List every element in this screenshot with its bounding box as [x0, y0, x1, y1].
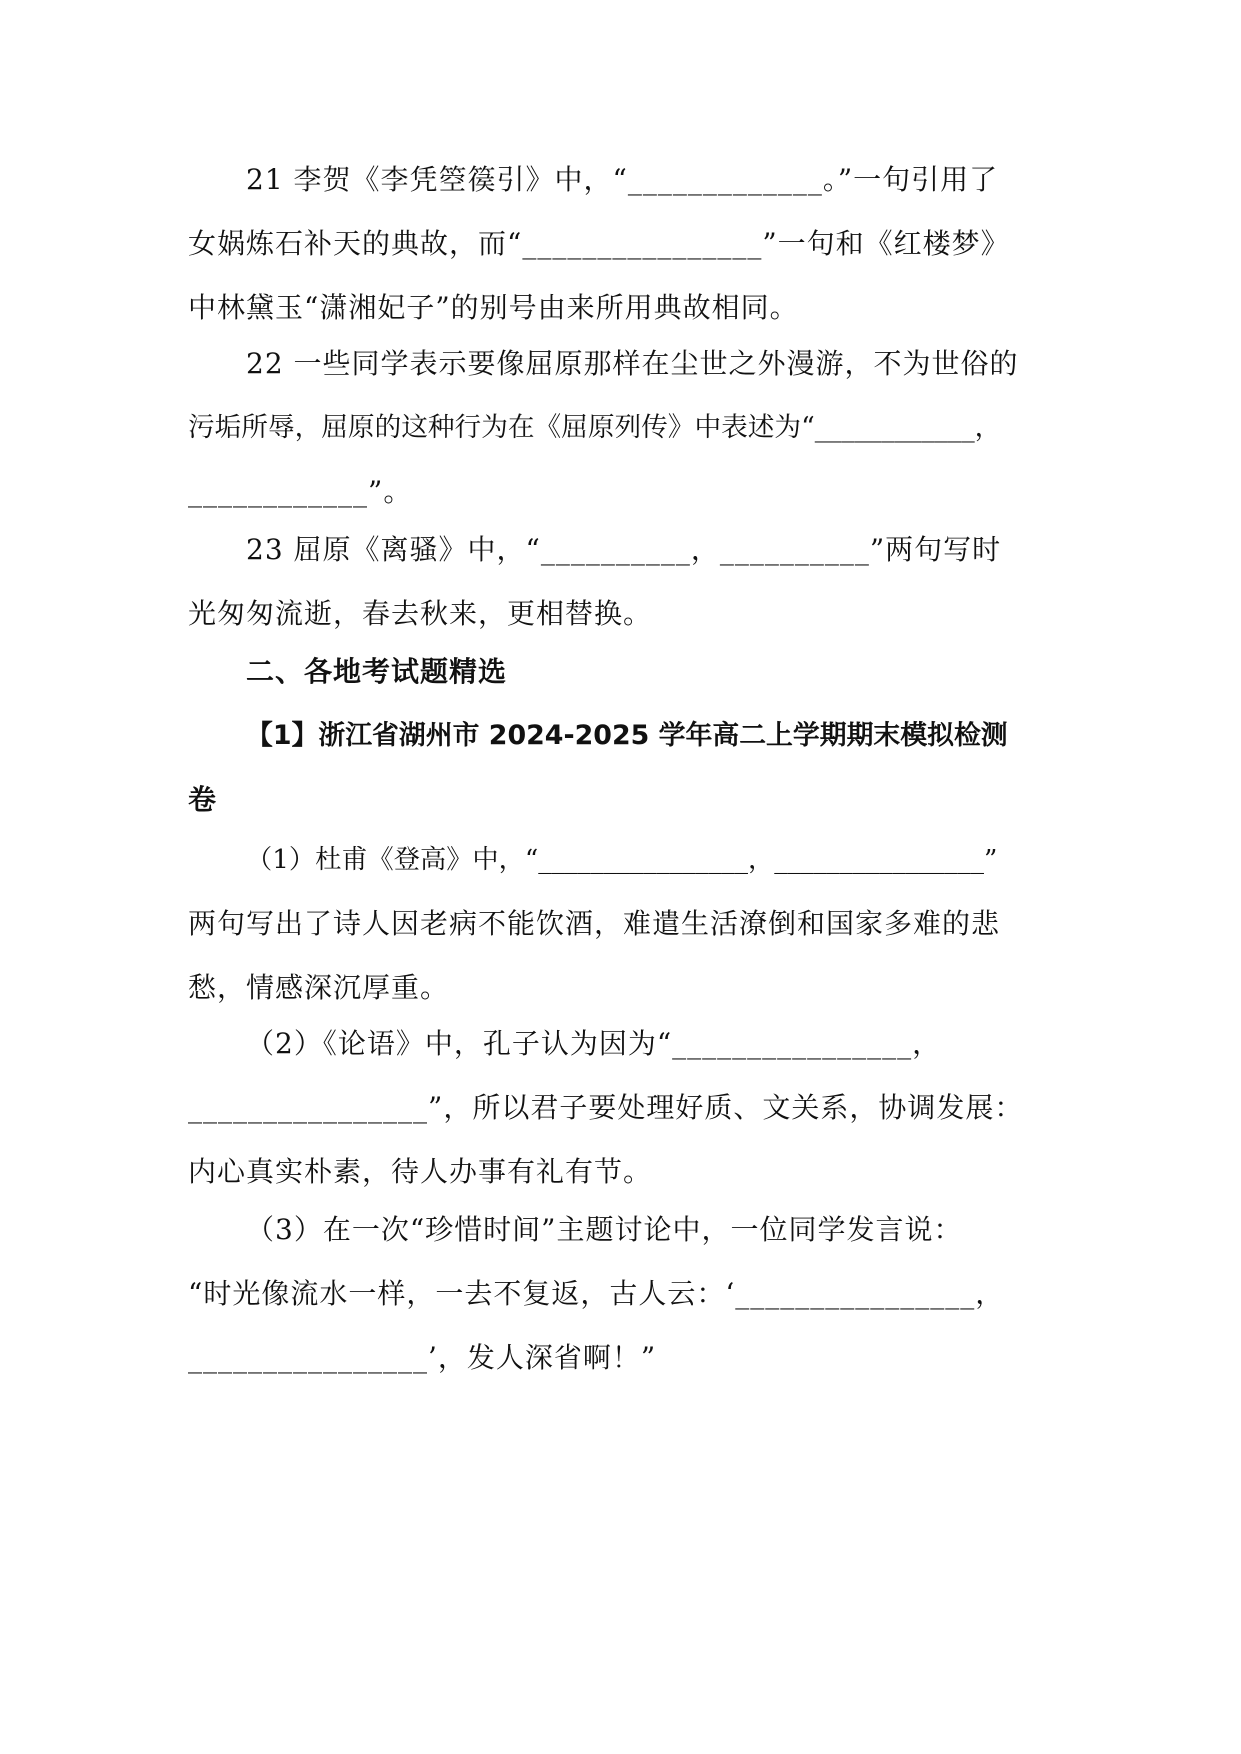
sub-question-1-line-3: 愁，情感深沉厚重。	[188, 971, 450, 1004]
sub-question-1-line-1: （1）杜甫《登高》中，“________________，________________”	[246, 845, 998, 875]
sub-question-3-line-1: （3）在一次“珍惜时间”主题讨论中，一位同学发言说：	[246, 1213, 963, 1246]
question-21	[188, 148, 1054, 340]
sub-question-1-line-2: 两句写出了诗人因老病不能饮酒，难遣生活潦倒和国家多难的悲	[188, 907, 1001, 940]
sub-question-3-line-3: ________________’，发人深省啊！”	[188, 1341, 657, 1374]
sub-question-1	[188, 828, 1054, 1020]
question-23	[188, 518, 1054, 646]
question-21-line-1: 21 李贺《李凭箜篌引》中，“_____________。”一句引用了	[246, 163, 999, 196]
question-22	[188, 332, 1054, 524]
sub-question-2-line-1: （2）《论语》中，孔子认为因为“________________，	[246, 1027, 942, 1060]
sub-question-2-line-3: 内心真实朴素，待人办事有礼有节。	[188, 1155, 653, 1188]
question-21-line-3: 中林黛玉“潇湘妃子”的别号由来所用典故相同。	[188, 291, 799, 324]
question-22-line-3: ____________”。	[188, 475, 413, 508]
section-heading-text: 二、各地考试题精选	[246, 655, 508, 688]
question-21-line-2: 女娲炼石补天的典故，而“________________”一句和《红楼梦》	[188, 227, 1010, 260]
section-heading	[188, 640, 1054, 704]
sub-question-2-line-2: ________________”，所以君子要处理好质、文关系，协调发展：	[188, 1091, 1024, 1124]
question-23-line-2: 光匆匆流逝，春去秋来，更相替换。	[188, 597, 653, 630]
question-23-line-1: 23 屈原《离骚》中，“__________，__________”两句写时	[246, 533, 1002, 566]
exam-title-line-1: 【1】浙江省湖州市 2024-2025 学年高二上学期期末模拟检测	[246, 720, 1008, 751]
sub-question-3-line-2: “时光像流水一样，一去不复返，古人云：‘________________，	[188, 1277, 1005, 1310]
exam-title	[188, 704, 1054, 832]
sub-question-3	[188, 1198, 1054, 1390]
exam-title-line-2: 卷	[188, 783, 218, 816]
question-22-line-2: 污垢所辱，屈原的这种行为在《屈原列传》中表述为“____________，	[188, 412, 1002, 443]
question-22-line-1: 22 一些同学表示要像屈原那样在尘世之外漫游，不为世俗的	[246, 347, 1019, 380]
sub-question-2	[188, 1012, 1054, 1204]
